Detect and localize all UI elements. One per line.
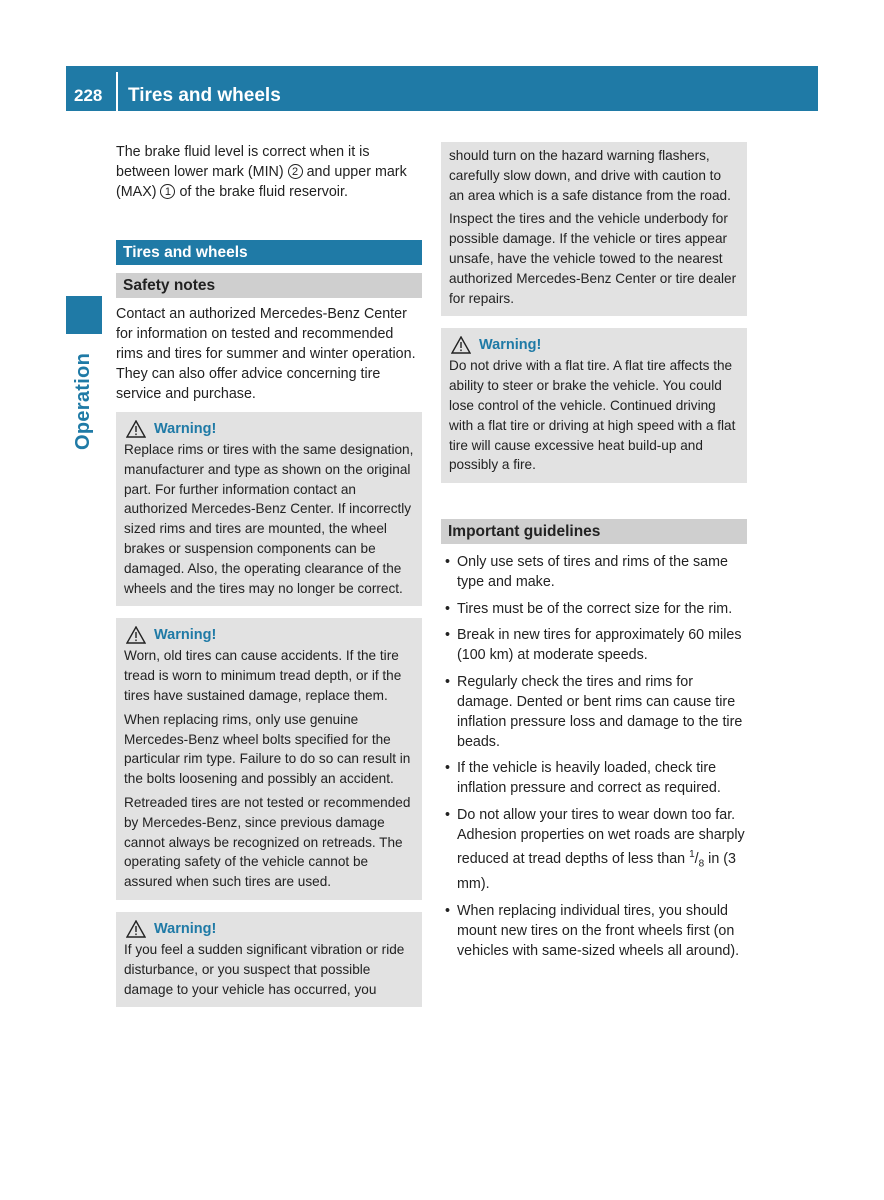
- warning-text: should turn on the hazard warning flashers, carefully slow down, and drive with caution to an area which is a safe distance from the road.: [449, 148, 731, 203]
- warning-text: When replacing rims, only use genuine Mercedes-Benz wheel bolts specified for the particular rim type. Failure to do so can result in the bolts loosening and possibly an accident.: [124, 711, 411, 787]
- warning-heading: [124, 918, 414, 940]
- subsection-heading-important-guidelines: Important guidelines: [441, 519, 747, 544]
- section-heading-tires-wheels: Tires and wheels: [116, 240, 422, 265]
- list-item: • Break in new tires for approximately 60 miles (100 km) at moderate speeds.: [441, 625, 747, 665]
- warning-triangle-icon: [126, 420, 146, 438]
- side-tab-marker: [66, 296, 102, 334]
- side-tab-label: Operation: [72, 352, 94, 450]
- left-column: [116, 142, 422, 1007]
- warning-box-vibration: [116, 912, 422, 1007]
- subsection-heading-safety-notes: Safety notes: [116, 273, 422, 298]
- intro-text-3: of the brake fluid reservoir.: [175, 184, 348, 200]
- safety-notes-paragraph: Contact an authorized Mercedes-Benz Center for information on tested and recommended rims and tires for summer and winter operation. They can also offer advice concerning tire service and purchase.: [116, 306, 416, 402]
- page-title: Tires and wheels: [128, 85, 281, 106]
- warning-triangle-icon: [126, 626, 146, 644]
- warning-text: Replace rims or tires with the same designation, manufacturer and type as shown on the original part. For further information contact an authorized Mercedes-Benz Center. If incorrectly sized rims and tires are mounted, the wheel brakes or suspension components can be damaged. Also, the operating clearance of the wheels and the tires may no longer be correct.: [124, 442, 414, 596]
- list-item: • Tires must be of the correct size for the rim.: [441, 599, 747, 619]
- warning-heading: [449, 334, 739, 356]
- tread-text-before: Do not allow your tires to wear down too far. Adhesion properties on wet roads are sharply reduced at tread depths of less than: [457, 806, 745, 867]
- page-number: 228: [74, 86, 103, 105]
- list-item: • Regularly check the tires and rims for damage. Dented or bent rims can cause tire inflation pressure loss and damage to the tire beads.: [441, 672, 747, 752]
- fraction-numerator: 1: [689, 848, 695, 860]
- page-header: [66, 66, 818, 111]
- warning-triangle-icon: [126, 920, 146, 938]
- warning-title: Warning!: [154, 920, 217, 937]
- warning-text: Worn, old tires can cause accidents. If the tire tread is worn to minimum tread depth, or if the tires have sustained damage, replace them.: [124, 648, 402, 703]
- marker-min-icon: 2: [288, 164, 303, 179]
- warning-heading: [124, 418, 414, 440]
- warning-title: Warning!: [154, 421, 217, 437]
- warning-box-rims: [116, 412, 422, 606]
- warning-text: If you feel a sudden significant vibration or ride disturbance, or you suspect that possible damage to your vehicle has occurred, you: [124, 941, 405, 997]
- warning-text: Inspect the tires and the vehicle underbody for possible damage. If the vehicle or tires appear unsafe, have the vehicle towed to the nearest authorized Mercedes-Benz Center or tire dealer for repairs.: [449, 211, 737, 306]
- warning-box-flat-tire: [441, 328, 747, 483]
- intro-text-1: The brake fluid level is correct when it is between lower mark (MIN): [116, 144, 370, 180]
- list-item-tread-depth: [441, 805, 747, 895]
- brake-fluid-paragraph: [116, 142, 422, 202]
- intro-text-2: and upper mark (MAX): [116, 164, 407, 200]
- warning-heading: [124, 624, 414, 646]
- warning-text: Retreaded tires are not tested or recommended by Mercedes-Benz, since previous damage cannot always be recognized on retreads. The operating safety of the vehicle cannot be assured when such tires are used.: [124, 794, 411, 890]
- header-divider: [116, 72, 118, 111]
- fraction-slash: /: [694, 850, 699, 867]
- fraction-denominator: 8: [698, 858, 705, 870]
- warning-title: Warning!: [479, 337, 542, 354]
- warning-continued-box: [441, 142, 747, 316]
- warning-box-worn-tires: [116, 618, 422, 900]
- right-column: [441, 142, 747, 967]
- warning-text: Do not drive with a flat tire. A flat tire affects the ability to steer or brake the vehicle. You could lose control of the vehicle. Continued driving with a flat tire or driving at high speed with a flat tire will cause excessive heat build-up and possibly a fire.: [449, 358, 736, 473]
- list-item: • Only use sets of tires and rims of the same type and make.: [441, 552, 747, 592]
- warning-title: Warning!: [154, 627, 217, 644]
- marker-max-icon: 1: [160, 184, 175, 199]
- list-item: • If the vehicle is heavily loaded, check tire inflation pressure and correct as required.: [441, 758, 747, 798]
- list-item: • When replacing individual tires, you should mount new tires on the front wheels first (on vehicles with same-sized wheels all around).: [441, 901, 747, 961]
- guidelines-list: [441, 552, 747, 961]
- tread-text-after: in (3 mm).: [457, 850, 736, 893]
- warning-triangle-icon: [451, 336, 471, 354]
